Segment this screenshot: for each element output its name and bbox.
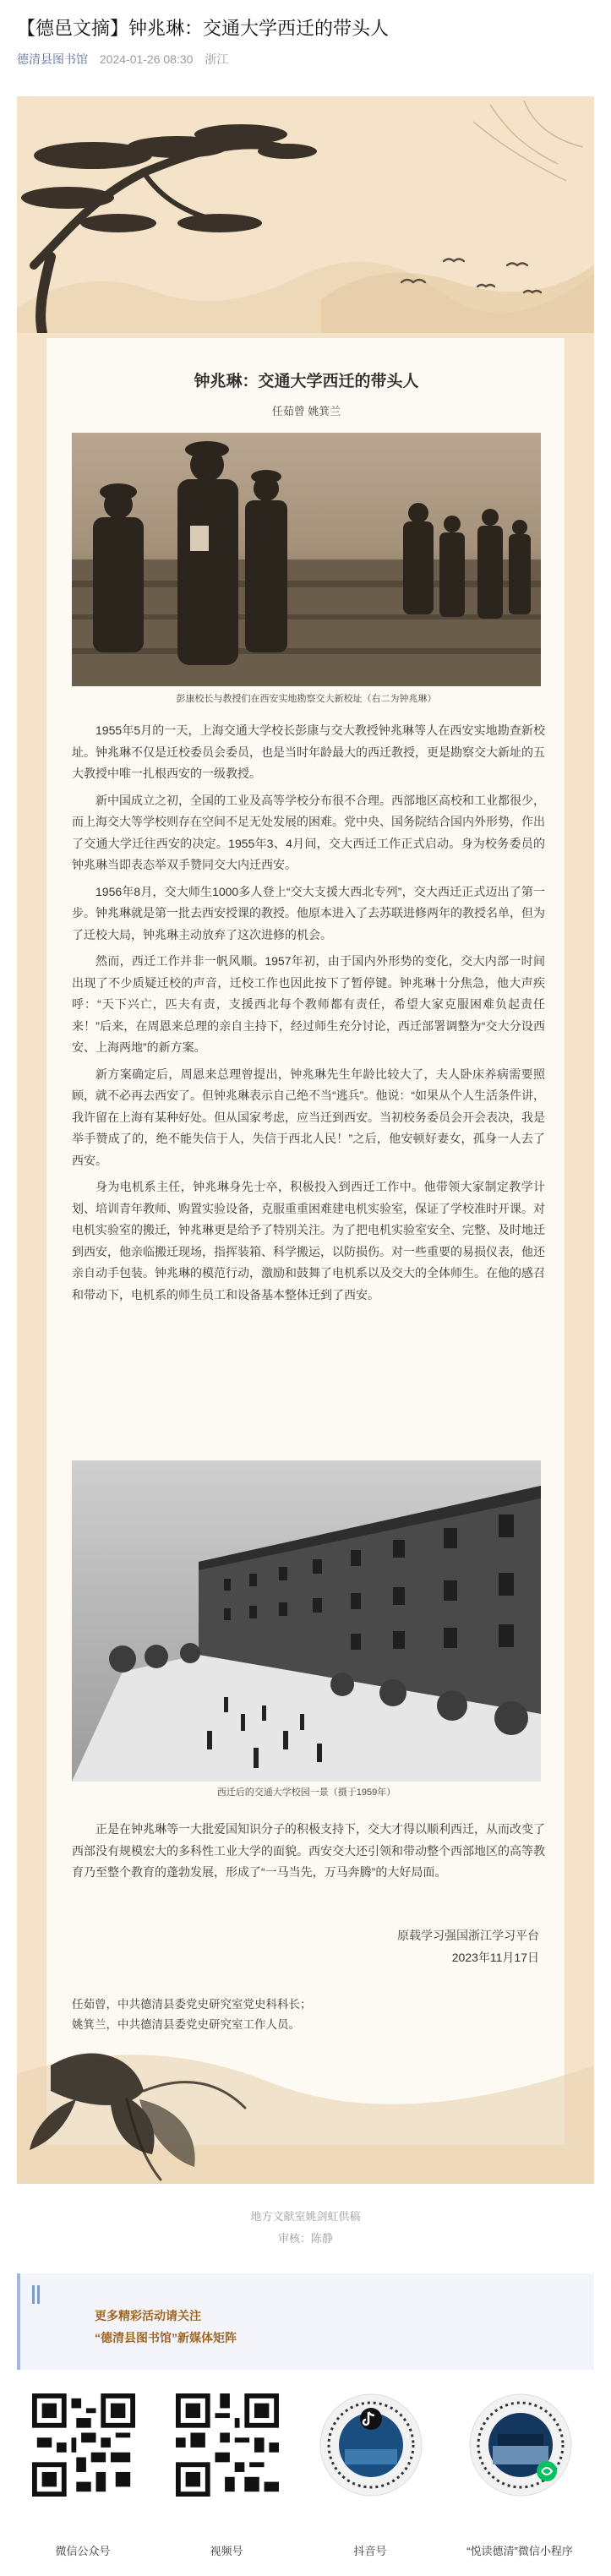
paper-title: 钟兆琳：交通大学西迁的带头人 — [194, 373, 419, 390]
qr-item-wechat-official[interactable] — [24, 2393, 142, 2576]
account-name-link[interactable]: 德清县图书馆 — [17, 52, 88, 66]
photo2-caption: 西迁后的交通大学校园一景（摄于1959年） — [216, 1787, 396, 1798]
qr-label: 视频号 — [210, 2545, 243, 2557]
mini-program-icon[interactable] — [469, 2393, 572, 2497]
original-date: 2023年11月17日 — [451, 1951, 539, 1964]
historic-photo-campus — [72, 1460, 541, 1782]
qr-item-mini-program[interactable] — [461, 2393, 579, 2576]
author-note: 姚箕兰，中共德清县委党史研究室工作人员。 — [72, 2018, 300, 2031]
qr-code-row — [0, 2393, 611, 2576]
credit-contributor: 地方文献室姚剑虹供稿 — [250, 2210, 361, 2223]
article-title: 【德邑文摘】钟兆琳：交通大学西迁的带头人 — [17, 18, 390, 39]
article-body-part2 — [72, 1819, 545, 1889]
paragraph: 新方案确定后，周恩来总理曾提出，钟兆琳先生年龄比较大了，夫人卧床养病需要照顾，就不必再去西安了。但钟兆琳表示自己绝不当“逃兵”。他说：“如果从个人生活条件讲，我许留在上海有某种好处。但从国家考虑，应当迁到西安。当初校务委员会开会表决，我是举手赞成了的，绝不能失信于人，失信于西北人民！”之后，他安顿好妻女，孤身一人去了西安。 — [72, 1067, 545, 1167]
article-header — [0, 0, 611, 76]
credits — [0, 2206, 611, 2250]
article-poster-image — [17, 96, 594, 2184]
paragraph: 然而，西迁工作并非一帆风顺。1957年初，由于国内外形势的变化，交大内部一时间出现了不少质疑迁校的声音，迁校工作也因此按下了暂停键。钟兆琳十分焦急，他大声疾呼：“天下兴亡，匹夫有责，支援西北每个教师都有责任，希望大家克服困难负起责任来！”后来，在周恩来总理的亲自主持下，经过师生充分讨论，西迁部署调整为“交大分设西安、上海两地”的新方案。 — [72, 954, 545, 1054]
ink-flower-decoration-icon — [17, 1964, 594, 2184]
paragraph: 正是在钟兆琳等一大批爱国知识分子的积极支持下，交大才得以顺利西迁，从而改变了西部没有规模宏大的多科性工业大学的面貌。西安交大还引领和带动整个西部地区的高等教育乃至整个教育的蓬勃发展，形成了“一马当先，万马奔腾”的大好局面。 — [72, 1822, 545, 1879]
qr-label: 抖音号 — [353, 2545, 387, 2557]
promo-line1: 更多精彩活动请关注 — [95, 2309, 201, 2322]
qr-label: “悦读德清”微信小程序 — [466, 2545, 573, 2557]
publish-location: 浙江 — [205, 52, 229, 66]
qr-label: 微信公众号 — [55, 2545, 111, 2557]
paragraph: 1956年8月，交大师生1000多人登上“交大支援大西北专列”，交大西迁正式迈出了第一步。钟兆琳就是第一批去西安授课的教授。他原本进入了去苏联进修两年的教授名单，但为了迁校大局，钟兆琳主动放弃了这次进修的机会。 — [72, 884, 545, 941]
promo-banner — [17, 2273, 594, 2370]
paper-authors: 任茹曾 姚箕兰 — [271, 405, 341, 418]
credit-reviewer: 审核：陈静 — [277, 2232, 333, 2245]
paragraph: 新中国成立之初，全国的工业及高等学校分布很不合理。西部地区高校和工业都很少，而上海交大等学校则存在空间不足无处发展的困难。党中央、国务院结合国内外形势，作出了交通大学迁往西安的决定。1955年3、4月间，交大西迁工作正式启动。身为校务委员的钟兆琳当即表态举双手赞同交大内迁西安。 — [72, 793, 545, 871]
publish-date: 2024-01-26 08:30 — [99, 52, 194, 66]
article-body-part1 — [72, 720, 545, 1311]
pine-tree-decoration-icon — [17, 96, 594, 333]
paragraph: 身为电机系主任，钟兆琳身先士卒，积极投入到西迁工作中。他带领大家制定教学计划、培训青年教师、购置实验设备，克服重重困难建电机实验室，保证了学校准时开课。对电机实验室的搬迁，钟兆琳更是给予了特别关注。为了把电机实验室安全、完整、及时地迁到西安，他亲临搬迁现场，指挥装箱、科学搬运，以防损伤。对一些重要的易损仪表，他还亲自动手包装。钟兆琳的模范行动，激励和鼓舞了电机系以及交大的全体师生。在他的感召和带动下，电机系的师生员工和设备基本整体迁到了西安。 — [72, 1180, 545, 1302]
original-source: 原载学习强国浙江学习平台 — [397, 1929, 539, 1942]
qr-code-icon[interactable] — [176, 2393, 279, 2497]
article-meta — [17, 51, 594, 68]
qr-item-douyin[interactable] — [311, 2393, 429, 2576]
paragraph: 1955年5月的一天，上海交通大学校长彭康与交大教授钟兆琳等人在西安实地勘查新校址。钟兆琳不仅是迁校委员会委员，也是当时年龄最大的西迁教授，更是勘察交大新址的五大教授中唯一扎根西安的一级教授。 — [72, 723, 545, 780]
douyin-icon[interactable] — [319, 2393, 423, 2497]
qr-code-icon[interactable] — [32, 2393, 135, 2497]
quote-bars-icon — [32, 2285, 41, 2304]
author-note: 任茹曾，中共德清县委党史研究室党史科科长； — [72, 1998, 312, 2011]
historic-photo-survey — [72, 433, 541, 686]
article-paper — [46, 337, 565, 2146]
qr-item-channels[interactable] — [167, 2393, 286, 2576]
promo-line2: “德清县图书馆”新媒体矩阵 — [95, 2331, 237, 2344]
photo1-caption: 彭康校长与教授们在西安实地勘察交大新校址（右二为钟兆琳） — [176, 694, 437, 704]
